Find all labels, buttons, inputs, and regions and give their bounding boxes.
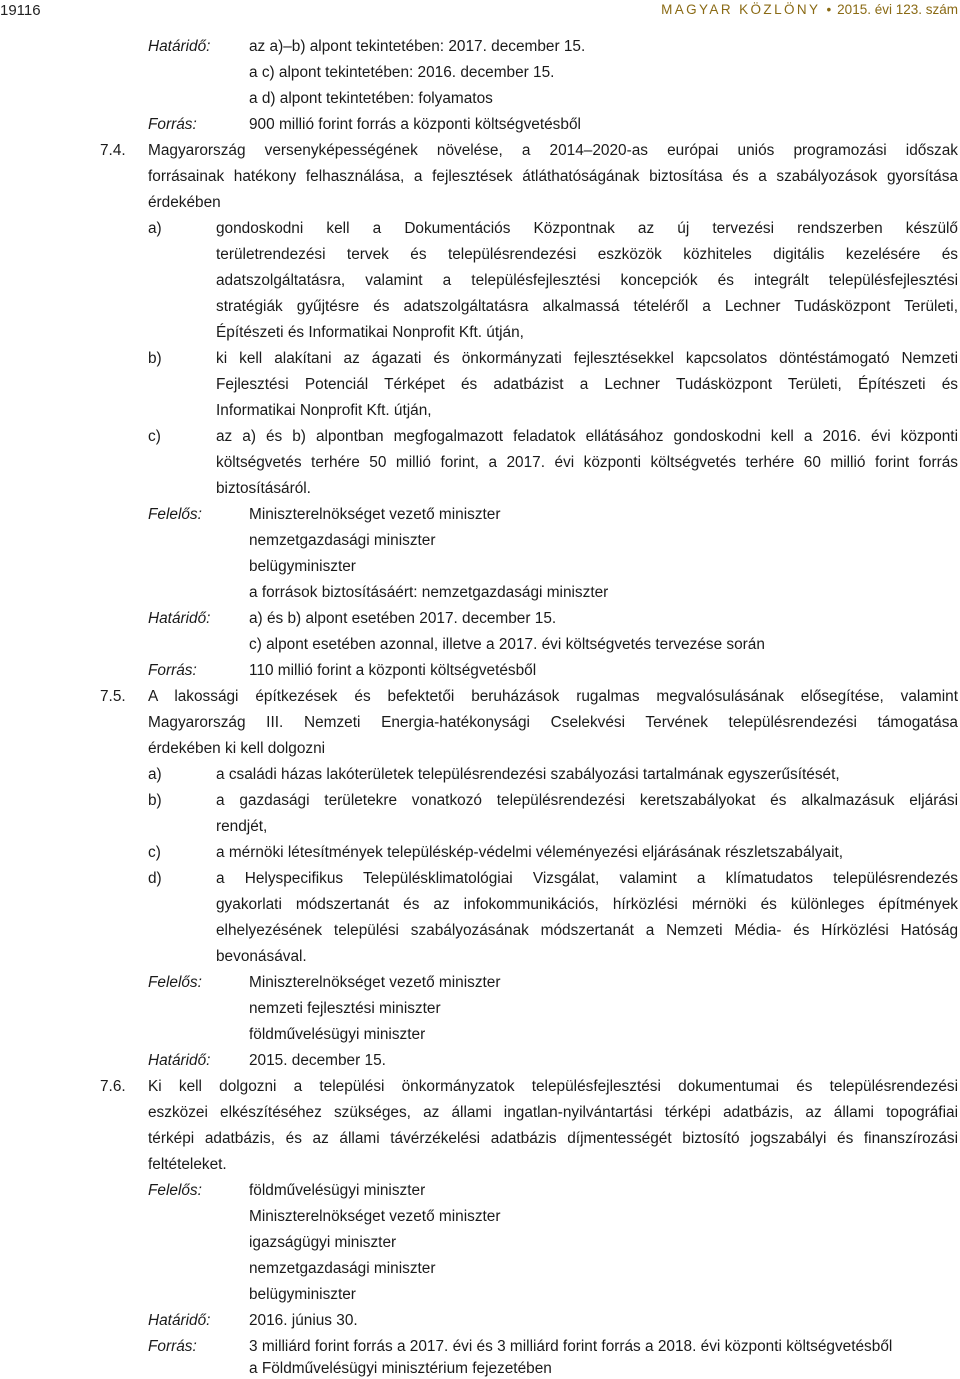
responsible-value: földművelésügyi miniszter: [249, 1182, 426, 1199]
list-item-text: a gazdasági területekre vonatkozó településrendezési keretszabályokat és alkalmazásuk eljárási: [216, 792, 958, 809]
responsible-value: Miniszterelnökséget vezető miniszter: [249, 506, 501, 523]
list-item-text: gyakorlati módszertanát és az infokommunikációs, hírközlési mérnöki és különleges építmények: [216, 896, 958, 913]
list-item-text: a Helyspecifikus Településklimatológiai Vizsgálat, valamint a klímatudatos településrendezés: [216, 870, 958, 887]
section-number: 7.4.: [100, 142, 126, 159]
deadline-label: Határidő:: [148, 610, 211, 627]
responsible-value: nemzetgazdasági miniszter: [249, 1260, 436, 1277]
responsible-value: nemzeti fejlesztési miniszter: [249, 1000, 441, 1017]
list-item-text: elhelyezésének települési szabályozásának módszertanát a Nemzeti Média- és Hírközlési Hatóság: [216, 922, 958, 939]
source-value: 110 millió forint a központi költségvetésből: [249, 662, 537, 679]
list-item-text: a családi házas lakóterületek településrendezési szabályozási tartalmának egyszerűsítését,: [216, 766, 840, 783]
list-item-text: Informatikai Nonprofit Kft. útján,: [216, 402, 432, 419]
section-number: 7.6.: [100, 1078, 126, 1095]
source-value: 3 milliárd forint forrás a 2017. évi és 3 milliárd forint forrás a 2018. évi központi költségvetésből: [249, 1338, 893, 1355]
list-item-text: gondoskodni kell a Dokumentációs Központnak az új tervezési rendszerben készülő: [216, 220, 958, 237]
list-item-text: stratégiák gyűjtésre és adatszolgáltatásra alkalmassá tételéről a Lechner Tudásközpont Területi,: [216, 298, 958, 315]
responsible-label: Felelős:: [148, 1182, 202, 1199]
paragraph-line: forrásainak hatékony felhasználása, a fejlesztések átláthatóságának biztosítása és a szabályozások gyorsítása: [148, 168, 958, 185]
deadline-value: a) és b) alpont esetében 2017. december 15.: [249, 610, 557, 627]
list-marker: c): [148, 428, 161, 445]
publication-name: MAGYAR KÖZLÖNY: [661, 2, 821, 17]
paragraph-line: Ki kell dolgozni a települési önkormányzatok településfejlesztési dokumentumai és településrendezési: [148, 1078, 958, 1095]
list-item-text: ki kell alakítani az ágazati és önkormányzati fejlesztésekkel kapcsolatos döntéstámogató Nemzeti: [216, 350, 958, 367]
list-item-text: bevonásával.: [216, 948, 307, 965]
deadline-value: 2016. június 30.: [249, 1312, 358, 1329]
responsible-value: igazságügyi miniszter: [249, 1234, 397, 1251]
deadline-value: c) alpont esetében azonnal, illetve a 2017. évi költségvetés tervezése során: [249, 636, 765, 653]
paragraph-line: feltételeket.: [148, 1156, 227, 1173]
list-marker: d): [148, 870, 162, 887]
source-label: Forrás:: [148, 116, 197, 133]
source-label: Forrás:: [148, 1338, 197, 1355]
section-number: 7.5.: [100, 688, 126, 705]
responsible-value: Miniszterelnökséget vezető miniszter: [249, 1208, 501, 1225]
responsible-value: földművelésügyi miniszter: [249, 1026, 426, 1043]
page-header: [0, 0, 960, 26]
list-marker: b): [148, 792, 162, 809]
source-label: Forrás:: [148, 662, 197, 679]
source-value: 900 millió forint forrás a központi költségvetésből: [249, 116, 581, 133]
issue-label: 2015. évi 123. szám: [837, 2, 958, 17]
source-value: a Földművelésügyi minisztérium fejezetében: [249, 1360, 552, 1377]
list-item-text: területrendezési tervek és településrendezési eszközök közhiteles digitális kezelésére és: [216, 246, 958, 263]
deadline-value: a d) alpont tekintetében: folyamatos: [249, 90, 493, 107]
responsible-value: belügyminiszter: [249, 1286, 356, 1303]
paragraph-line: eszközei elkészítéséhez szükséges, az állami ingatlan-nyilvántartási térképi adatbázis, az állami topográfiai: [148, 1104, 958, 1121]
page-number: 19116: [0, 2, 41, 19]
paragraph-line: térképi adatbázis, és az állami távérzékelési adatbázis díjmentességét biztosító jogszabályi és finanszírozási: [148, 1130, 958, 1147]
paragraph-line: érdekében: [148, 194, 221, 211]
list-item-text: Fejlesztési Potenciál Térképet és adatbázist a Lechner Tudásközpont Területi, Építészeti és: [216, 376, 958, 393]
list-marker: a): [148, 766, 162, 783]
paragraph-line: Magyarország III. Nemzeti Energia-hatékonysági Cselekvési Tervének településrendezési támogatása: [148, 714, 958, 731]
paragraph-line: érdekében ki kell dolgozni: [148, 740, 326, 757]
list-item-text: biztosításáról.: [216, 480, 311, 497]
list-item-text: Építészeti és Informatikai Nonprofit Kft. útján,: [216, 324, 524, 341]
responsible-value: Miniszterelnökséget vezető miniszter: [249, 974, 501, 991]
deadline-value: az a)–b) alpont tekintetében: 2017. december 15.: [249, 38, 586, 55]
paragraph-line: Magyarország versenyképességének növelése, a 2014–2020-as európai uniós programozási időszak: [148, 142, 958, 159]
deadline-value: a c) alpont tekintetében: 2016. december 15.: [249, 64, 555, 81]
responsible-value: belügyminiszter: [249, 558, 356, 575]
responsible-label: Felelős:: [148, 974, 202, 991]
responsible-value: nemzetgazdasági miniszter: [249, 532, 436, 549]
list-item-text: költségvetés terhére 50 millió forint, a 2017. évi központi költségvetés terhére 60 millió forint forrás: [216, 454, 958, 471]
paragraph-line: A lakossági építkezések és befektetői beruházások rugalmas megvalósulásának elősegítése, valamint: [148, 688, 958, 705]
responsible-label: Felelős:: [148, 506, 202, 523]
deadline-value: 2015. december 15.: [249, 1052, 386, 1069]
list-marker: c): [148, 844, 161, 861]
publication-info: [661, 2, 958, 17]
list-marker: a): [148, 220, 162, 237]
list-item-text: a mérnöki létesítmények településkép-védelmi véleményezési eljárásának részletszabályait,: [216, 844, 844, 861]
deadline-label: Határidő:: [148, 38, 211, 55]
deadline-label: Határidő:: [148, 1052, 211, 1069]
list-marker: b): [148, 350, 162, 367]
deadline-label: Határidő:: [148, 1312, 211, 1329]
responsible-value: a források biztosításáért: nemzetgazdasági miniszter: [249, 584, 609, 601]
list-item-text: adatszolgáltatásra, valamint a településfejlesztési koncepciók és integrált településfejlesztési: [216, 272, 958, 289]
list-item-text: rendjét,: [216, 818, 268, 835]
bullet-separator: •: [826, 2, 832, 17]
list-item-text: az a) és b) alpontban megfogalmazott feladatok ellátásához gondoskodni kell a 2016. évi központi: [216, 428, 958, 445]
